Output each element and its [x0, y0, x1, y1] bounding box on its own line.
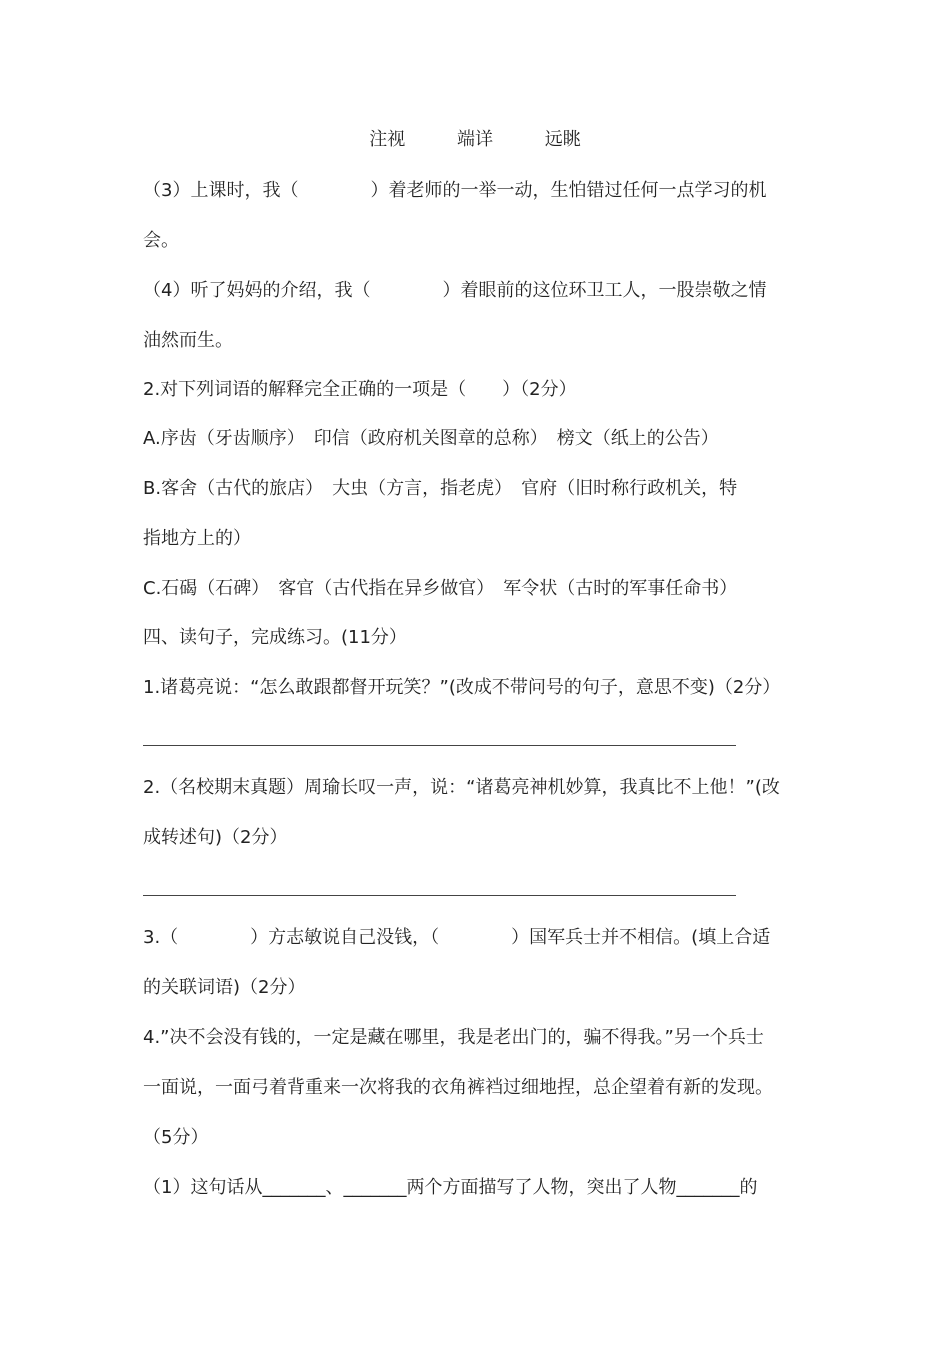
- exercise-4-sub-1: （1）这句话从_______、_______两个方面描写了人物，突出了人物_______的: [143, 1177, 758, 1198]
- exercise-2: 2.（名校期末真题）周瑜长叹一声，说：“诸葛亮神机妙算，我真比不上他！”(改: [143, 777, 780, 798]
- answer-line-1[interactable]: [143, 745, 736, 746]
- exercise-2-cont: 成转述句)（2分）: [143, 827, 288, 848]
- section-4-heading: 四、读句子，完成练习。(11分）: [143, 627, 407, 648]
- option-c: C.石碣（石碑） 客官（古代指在异乡做官） 军令状（古时的军事任命书）: [143, 578, 738, 599]
- exercise-4: 4.”决不会没有钱的，一定是藏在哪里，我是老出门的，骗不得我。”另一个兵士: [143, 1027, 764, 1048]
- exercise-4-score: （5分）: [143, 1127, 209, 1148]
- question-4-text: （4）听了妈妈的介绍，我（ ）着眼前的这位环卫工人，一股崇敬之情: [143, 280, 767, 301]
- exercise-4-cont: 一面说，一面弓着背重来一次将我的衣角裤裆过细地捏，总企望着有新的发现。: [143, 1077, 773, 1098]
- option-b: B.客舍（古代的旅店） 大虫（方言，指老虎） 官府（旧时称行政机关，特: [143, 478, 738, 499]
- exercise-1: 1.诸葛亮说：“怎么敢跟都督开玩笑？”(改成不带问号的句子，意思不变)（2分）: [143, 677, 781, 698]
- word-choice: 远眺: [544, 129, 581, 150]
- exercise-3-cont: 的关联词语)（2分）: [143, 977, 306, 998]
- answer-line-2[interactable]: [143, 895, 736, 896]
- question-3-text: （3）上课时，我（ ）着老师的一举一动，生怕错过任何一点学习的机: [143, 180, 767, 201]
- option-a: A.序齿（牙齿顺序） 印信（政府机关图章的总称） 榜文（纸上的公告）: [143, 428, 719, 449]
- word-choice: 端详: [457, 129, 493, 150]
- section-2-question: 2.对下列词语的解释完全正确的一项是（ ）（2分）: [143, 379, 577, 400]
- option-b-cont: 指地方上的）: [143, 528, 251, 549]
- exercise-3: 3.（ ）方志敏说自己没钱，（ ）国军兵士并不相信。(填上合适: [143, 927, 771, 948]
- word-choices: [0, 128, 950, 152]
- question-3-text-cont: 会。: [143, 230, 179, 251]
- question-4-text-cont: 油然而生。: [143, 330, 233, 351]
- word-choice: 注视: [369, 129, 406, 150]
